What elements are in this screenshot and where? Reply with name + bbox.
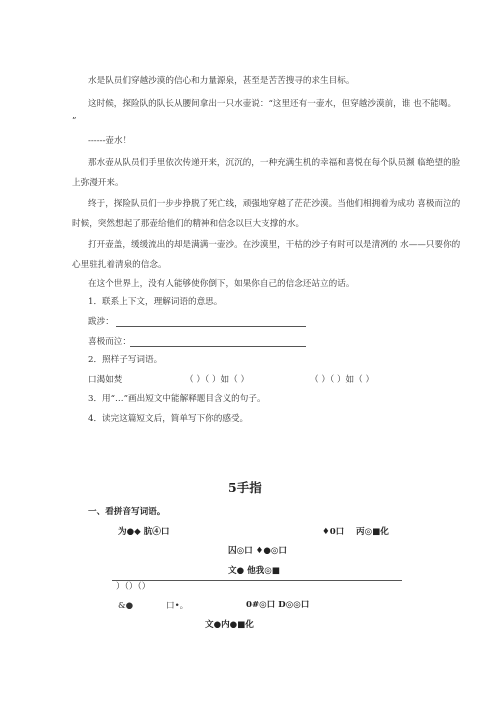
passage-p2-quote-end: ” (72, 116, 77, 126)
pinyin-row1-left: 为●◆ 肮④口 (118, 527, 170, 537)
pinyin-row5-left: &● (118, 601, 134, 611)
lesson-title: 5手指 (228, 480, 262, 495)
writing-line (112, 580, 402, 581)
section-heading: 一、看拼音写词语。 (88, 507, 166, 517)
pinyin-row3: 文● 他我◎■ (228, 566, 280, 576)
question-1-term-a: 跋涉： (88, 317, 114, 327)
question-2: 2．照样子写词语。 (88, 355, 163, 365)
question-2-blank-2: （ ）（ ）如（ ） (310, 375, 375, 385)
passage-p6-line1: 打开壶盖，缓缓流出的却是满满一壶沙。在沙漠里，干枯的沙子有时可以是清冽的 水——只要你的 (88, 240, 461, 250)
question-3: 3．用“…”画出短文中能解释题目含义的句子。 (88, 394, 266, 404)
pinyin-row2: 囚◎口 ♦●◎口 (228, 546, 287, 556)
pinyin-row4: ）（）（） (116, 582, 151, 592)
question-2-blank-1: （ ）（ ）如（ ） (185, 375, 250, 385)
passage-p4-line2: 上弥漫开来。 (72, 178, 124, 188)
question-1-term-b: 喜极而泣： (88, 337, 131, 347)
passage-p6-line2: 心里驻扎着清泉的信念。 (72, 260, 167, 270)
pinyin-row1-right: 丙◎■化 (356, 527, 389, 537)
pinyin-row5-right: 0#◎口 D◎◎口 (246, 600, 310, 610)
answer-line-b[interactable] (130, 346, 306, 347)
passage-p4-line1: 那水壶从队员们手里依次传递开来，沉沉的，一种充满生机的幸福和喜悦在每个队员濒 临绝望的脸 (88, 158, 461, 168)
passage-p7: 在这个世界上，没有人能够使你倒下，如果你自己的信念还站立的话。 (88, 279, 355, 289)
pinyin-row6: 文●内●■化 (205, 620, 254, 630)
question-4: 4．读完这篇短文后，简单写下你的感受。 (88, 414, 249, 424)
passage-p1: 水是队员们穿越沙漠的信心和力量源泉，甚至是苦苦搜寻的求生目标。 (88, 76, 355, 86)
passage-p5-line1: 终于，探险队员们一步步挣脱了死亡线，顽强地穿越了茫茫沙漠。当他们相拥着为成功 喜极而泣的 (88, 199, 461, 209)
question-2-example: 口渴如焚 (88, 375, 123, 385)
pinyin-row5-mid: 口•。 (166, 601, 189, 611)
passage-p2: 这时候，探险队的队长从腰间拿出一只水壶说：“这里还有一壶水，但穿越沙漠前，谁 也不能喝。 (88, 99, 457, 109)
pinyin-row1-mid: ♦0口 (322, 527, 345, 537)
passage-p5-line2: 时候，突然想起了那壶给他们的精神和信念以巨大支撑的水。 (72, 219, 305, 229)
question-1: 1．联系上下文，理解词语的意思。 (88, 297, 223, 307)
answer-line-a[interactable] (116, 326, 306, 327)
passage-p3: ------壶水！ (88, 136, 132, 146)
